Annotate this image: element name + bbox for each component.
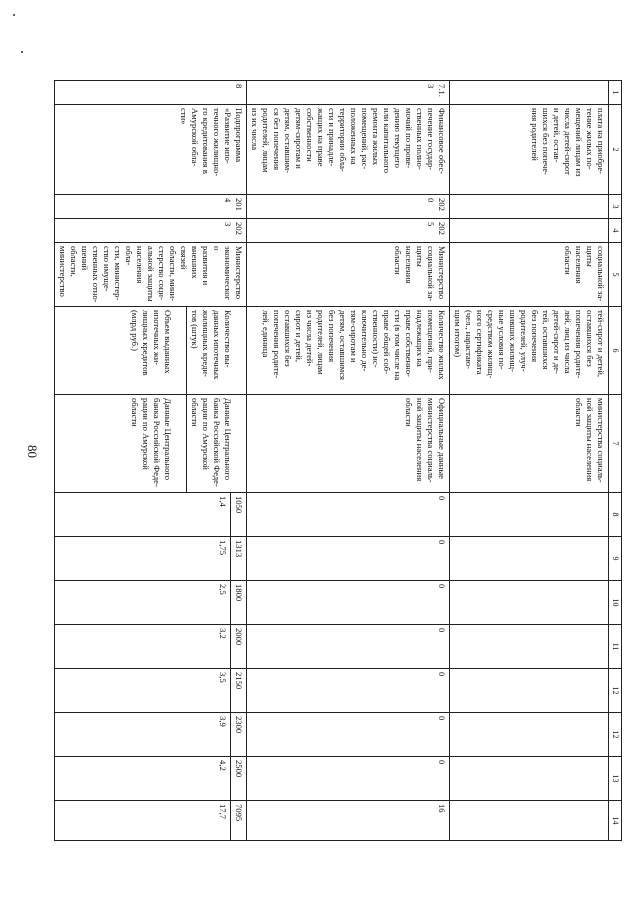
executor: Министерство экономического развития и внешних связей области, мини- стерство соци- альной защиты населения обла- сти, министер- ство имуще- ственных отно- шений области, министерство [55,243,247,307]
col-header: 11 [609,625,622,669]
data-source: министерства социаль- ной защиты населения области [450,395,609,493]
indicator-value [450,713,609,757]
indicator-value-cell [55,669,247,713]
indicator-value-cell [55,757,247,801]
row-number: 8 [55,81,247,105]
indicator-value: 3,9 [218,716,228,727]
indicator-value: 0 [247,713,450,757]
indicator-name: Объем выданных ипотечных жи- лищных кредитов (млрд руб.) [130,310,173,376]
indicator-value: 1800 [230,581,246,624]
indicator-value: 16 [247,801,450,841]
data-source-cell [55,395,247,493]
col-header: 9 [609,537,622,581]
col-header: 2 [609,105,622,195]
indicator-value-cell [55,713,247,757]
indicator-value [450,537,609,581]
table-row [247,81,450,841]
indicator-value: 0 [247,757,450,801]
indicator-name-cell [55,307,247,395]
indicator-value: 0 [247,625,450,669]
indicator-value: 2150 [230,669,246,712]
row-number: 7.1.3 [247,81,450,105]
col-header: 13 [609,757,622,801]
indicator-value [450,625,609,669]
column-number-row [609,81,622,841]
indicator-value: 2,5 [218,584,228,595]
col-header: 6 [609,307,622,395]
indicator-name: тей-сирот и детей, оставшихся без попечения родите- лей, лиц из числа детей-сирот и де- тей, оставшихся без попечения родителей, улуч- шивших жилищ- ные условия по- средством жилищ- ного сертификата (чел., нарастаю- щим итогом) [450,307,609,395]
indicator-value-cell [55,625,247,669]
indicator-value: 7095 [230,801,246,840]
program-name: Финансовое обес- печение государ- ственных полно- мочий по прове- дению текущего или капитального ремонта жилых помещений, рас- положенных на территории обла- сти и принадле- жащих на праве собственности детям-сиротам и детям, оставшим- ся без попечения родителей, лицам из их числа [247,105,450,195]
data-source: Официальные данные министерства социаль- ной защиты населения области [247,395,450,493]
indicator-value: 3,2 [218,628,228,639]
start-year [450,195,609,219]
indicators-table [54,80,622,841]
start-year: 2014 [55,195,247,219]
col-header: 14 [609,801,622,841]
end-year [450,219,609,243]
start-year: 2020 [247,195,450,219]
page-number: 80 [25,445,40,458]
col-header: 8 [609,493,622,537]
row-number [450,81,609,105]
indicator-value: 2500 [230,757,246,800]
indicator-value: 0 [247,581,450,625]
end-year: 2023 [55,219,247,243]
indicator-value-cell [55,801,247,841]
indicator-value: 3,5 [218,672,228,683]
scan-speck [13,14,15,16]
indicator-value [450,493,609,537]
indicator-name: Количество жилых помещений, при- надлежащих на праве собственно- сти (в том числе на праве общей соб- ственности) ис- ключительно де- тям-сиротам и детям, оставшимся без попечения родителей, лицам из числа детей- сирот и детей, оставшихся без попечения родите- лей, единица [247,307,450,395]
executor: социальной за- щиты населения области [450,243,609,307]
indicator-value: 2000 [230,625,246,668]
indicator-value [450,669,609,713]
indicator-name: Количество вы- данных ипотечных жилищных креди- тов (штук) [186,307,235,394]
col-header: 12 [609,669,622,713]
rotated-table-container [58,80,622,840]
indicator-value: 1,4 [218,496,228,507]
indicator-value-cell [55,581,247,625]
indicator-value: 2300 [230,713,246,756]
col-header: 12 [609,713,622,757]
indicator-value: 0 [247,493,450,537]
col-header: 5 [609,243,622,307]
col-header: 1 [609,81,622,105]
table-row [55,81,247,841]
col-header: 3 [609,195,622,219]
col-header: 4 [609,219,622,243]
indicator-value-cell [55,493,247,537]
indicator-value: 4,2 [218,760,228,771]
indicator-value: 1,75 [218,540,228,556]
col-header: 7 [609,395,622,493]
indicator-value-cell [55,537,247,581]
col-header: 10 [609,581,622,625]
table-row [450,81,609,841]
scan-speck [21,51,23,53]
indicator-value [450,581,609,625]
end-year: 2025 [247,219,450,243]
program-name: плата на приобре- тение жилых по- мещений лицам из числа детей-сирот и детей, остав- шихся без попече- ния родителей [450,105,609,195]
indicator-value: 17,7 [218,804,228,820]
indicator-value: 1050 [230,493,246,536]
indicator-value: 0 [247,669,450,713]
indicator-value [450,757,609,801]
data-source: Данные Центрального банка Российской Феде- рации по Амурской области [130,398,173,487]
data-source: Данные Центрального банка Российской Феде- рации по Амурской области [186,395,235,492]
indicator-value [450,801,609,841]
indicator-value: 1313 [230,537,246,580]
indicator-value: 0 [247,537,450,581]
executor: Министерство социальной за- щиты населения области [247,243,450,307]
program-name: Подпрограмма «Развитие ипо- течного жилищно- го кредитования в Амурской обла- сти» [55,105,247,195]
